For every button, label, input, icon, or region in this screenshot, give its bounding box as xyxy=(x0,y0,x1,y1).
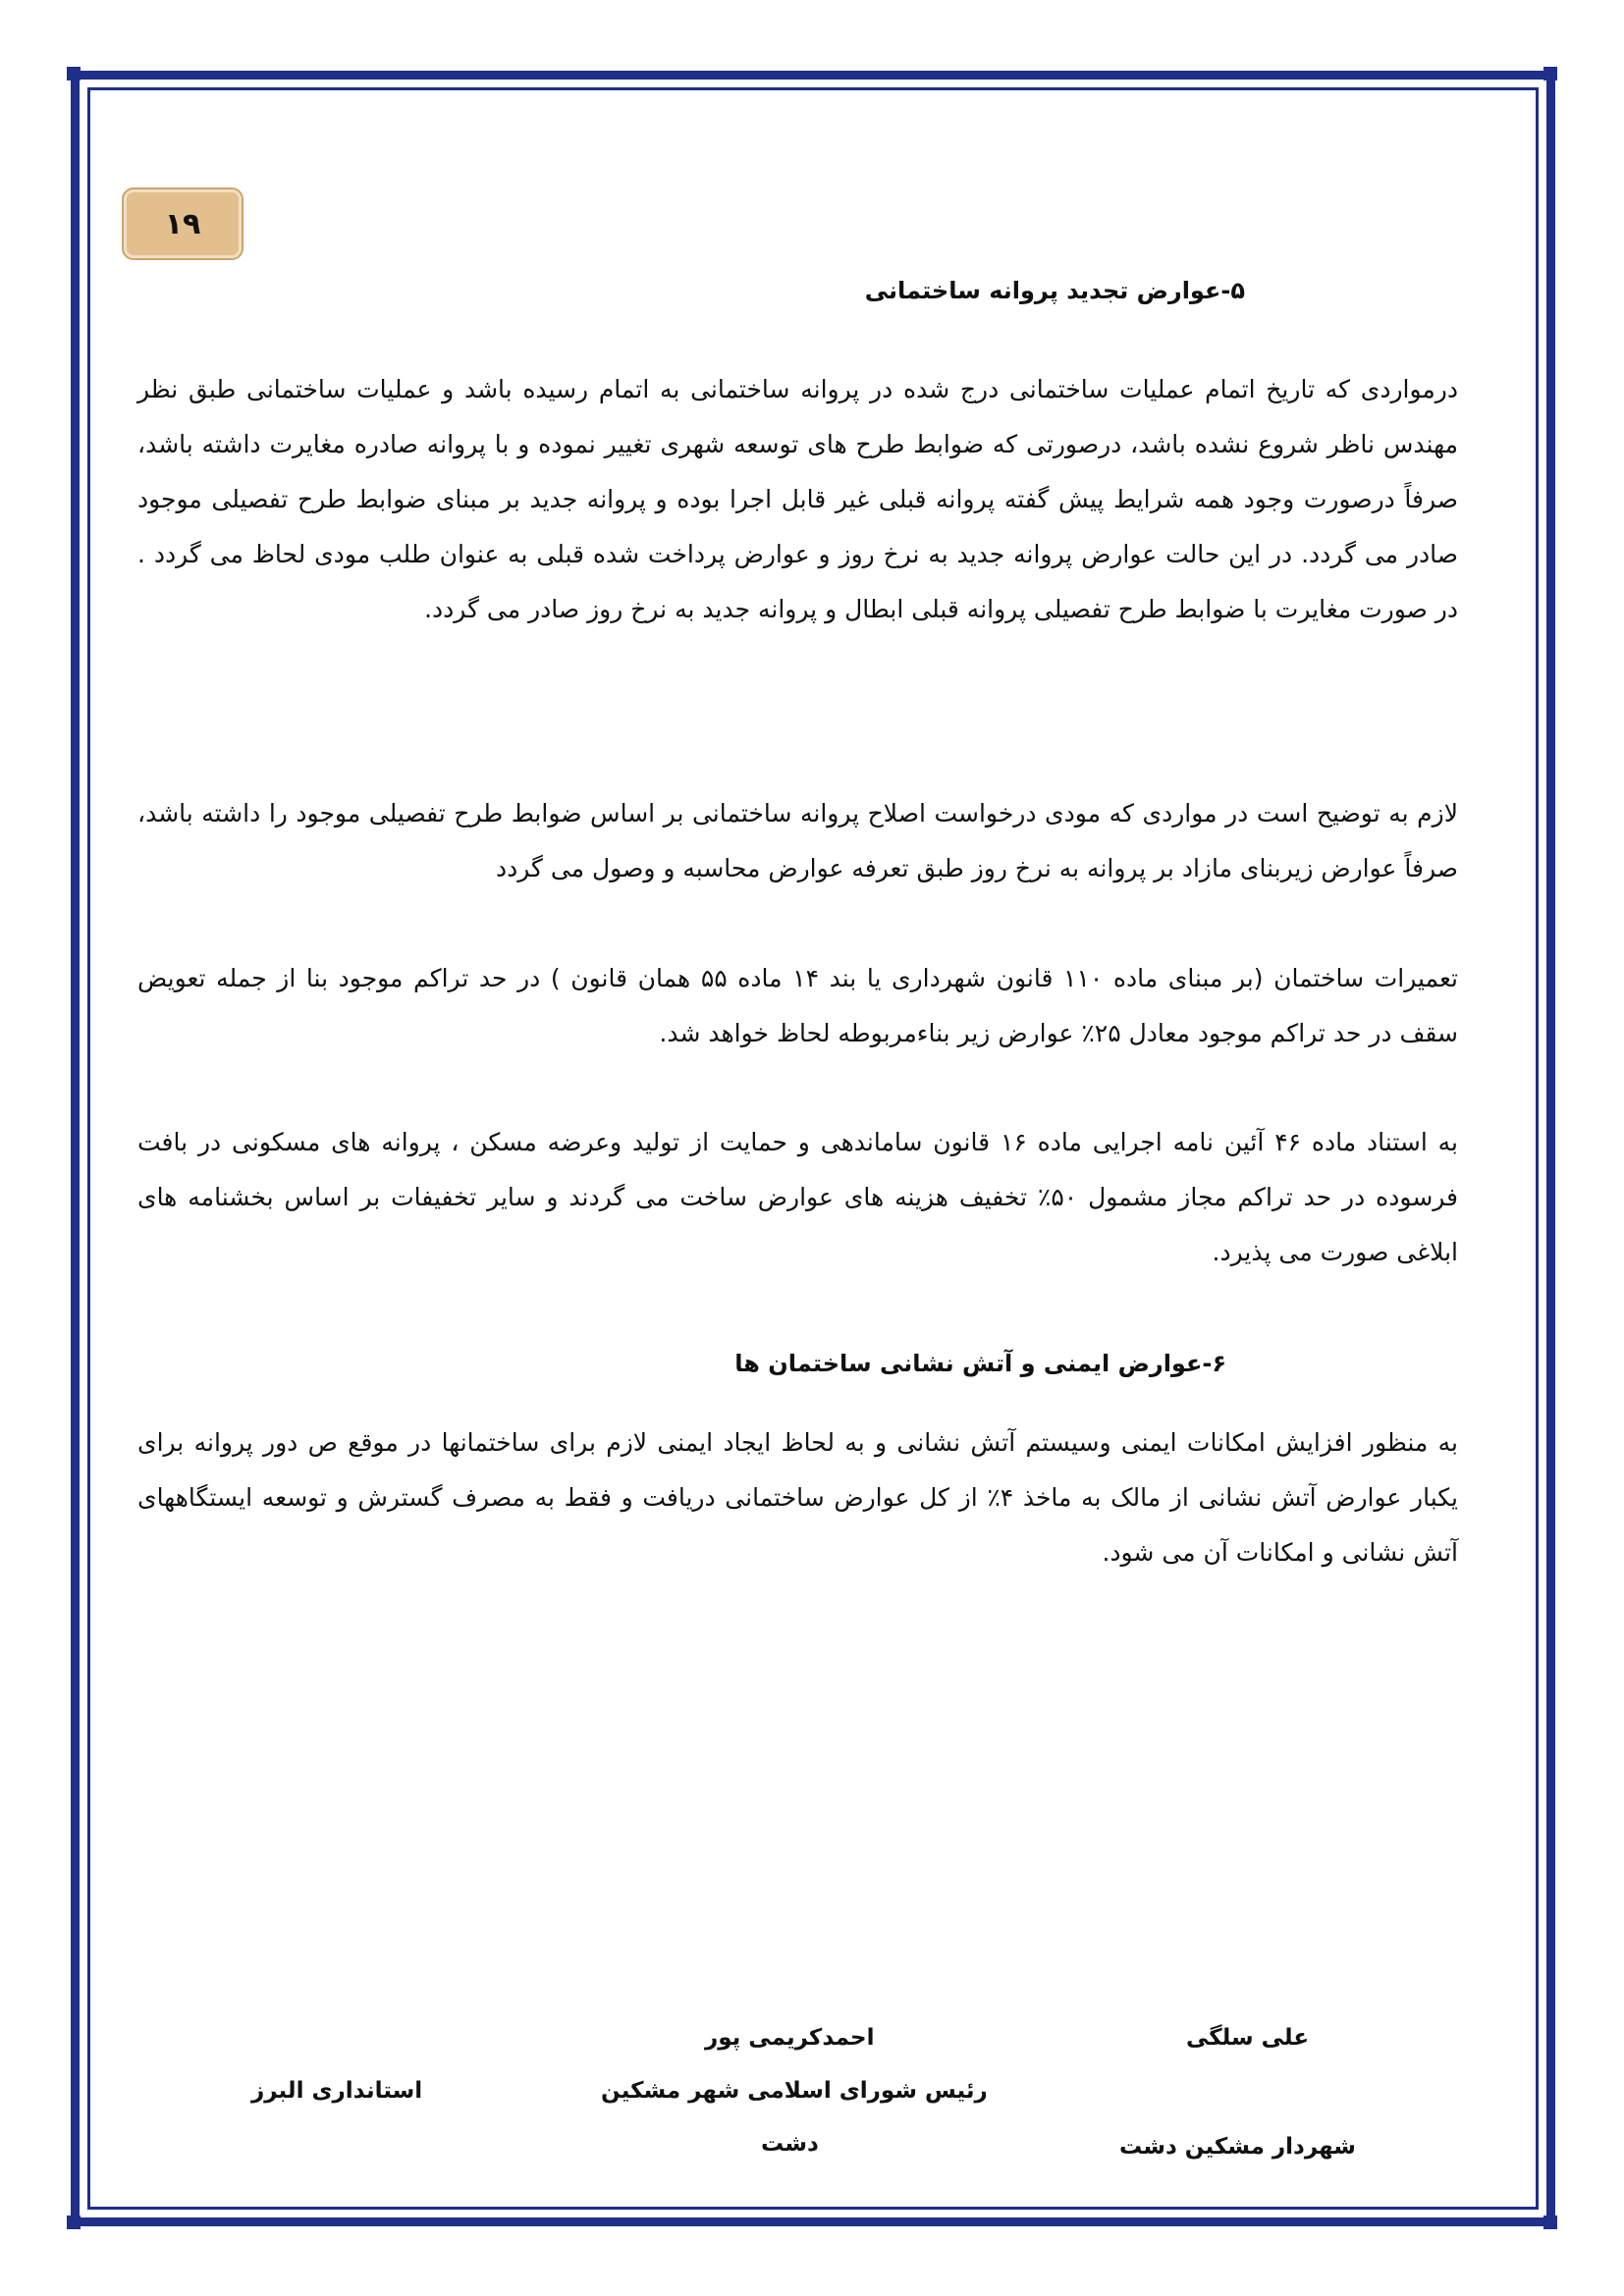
section-5-paragraph-2: لازم به توضیح است در مواردی که مودی درخواست اصلاح پروانه ساختمانی بر اساس ضوابط طرح تفصیلی موجود را داشته باشد، صرفاً عوارض زیربنای مازاد بر پروانه به نرخ روز طبق تعرفه عوارض محاسبه و وصول می گردد xyxy=(137,799,1458,882)
council-chair-title: رئیس شورای اسلامی شهر مشکین xyxy=(601,2078,988,2104)
page-number-badge xyxy=(124,189,242,258)
border-corner-top-right xyxy=(1543,67,1557,80)
council-chair-title-line-2: دشت xyxy=(761,2131,819,2157)
council-chair-name: احمدکریمی پور xyxy=(705,2025,875,2051)
border-corner-bottom-left xyxy=(67,2216,81,2229)
mayor-name: علی سلگی xyxy=(1186,2025,1310,2051)
section-5-paragraph-1: درمواردی که تاریخ اتمام عملیات ساختمانی درج شده در پروانه ساختمانی به اتمام رسیده باشد و عملیات ساختمانی طبق نظر مهندس ناظر شروع نشده باشد، درصورتی که ضوابط طرح های توسعه شهری تغییر نموده و با پروانه صادره مغایرت داشته باشد، صرفاً درصورت وجود همه شرایط پیش گفته پروانه قبلی غیر قابل اجرا بوده و پروانه جدید بر مبنای ضوابط طرح تفصیلی موجود صادر می گردد. در این حالت عوارض پروانه جدید به نرخ روز و عوارض پرداخت شده قبلی به عنوان طلب مودی لحاظ می گردد . در صورت مغایرت با ضوابط طرح تفصیلی پروانه قبلی ابطال و پروانه جدید به نرخ روز صادر می گردد. xyxy=(137,375,1458,623)
governorate-label: استانداری البرز xyxy=(251,2078,423,2104)
section-5-paragraph-3: تعمیرات ساختمان (بر مبنای ماده ۱۱۰ قانون شهرداری یا بند ۱۴ ماده ۵۵ همان قانون ) در حد تراکم موجود بنا از جمله تعویض سقف در حد تراکم موجود معادل ۲۵٪ عوارض زیر بناءمربوطه لحاظ خواهد شد. xyxy=(137,964,1459,1047)
section-6-paragraph: به منظور افزایش امکانات ایمنی وسیستم آتش نشانی و به لحاظ ایجاد ایمنی لازم برای ساختمانها در موقع ص دور پروانه برای یکبار عوارض آتش نشانی از مالک به ماخذ ۴٪ از کل عوارض ساختمانی دریافت و فقط به مصرف گسترش و توسعه ایستگاههای آتش نشانی و امکانات آن می شود. xyxy=(137,1428,1458,1567)
section-5-paragraph-4: به استناد ماده ۴۶ آئین نامه اجرایی ماده ۱۶ قانون ساماندهی و حمایت از تولید وعرضه مسکن ، پروانه های مسکونی در بافت فرسوده در حد تراکم مجاز مشمول ۵۰٪ تخفیف هزینه های عوارض ساخت می گردند و سایر تخفیفات بر اساس بخشنامه های ابلاغی صورت می پذیرد. xyxy=(137,1128,1459,1266)
mayor-title: شهردار مشکین دشت xyxy=(1119,2134,1356,2160)
border-corner-bottom-right xyxy=(1543,2216,1557,2229)
border-corner-top-left xyxy=(67,67,81,80)
section-6-heading: ۶-عوارض ایمنی و آتش نشانی ساختمان ها xyxy=(734,1350,1226,1377)
page-number: ۱۹ xyxy=(164,206,201,241)
section-5-heading: ۵-عوارض تجدید پروانه ساختمانی xyxy=(864,277,1245,304)
